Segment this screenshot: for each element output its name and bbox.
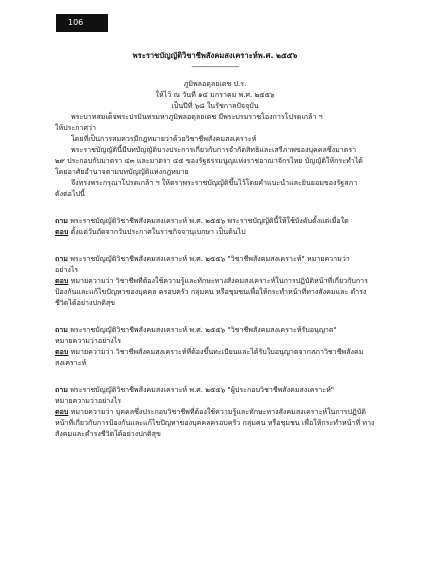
question-2 <box>55 253 375 264</box>
answer-label: ตอบ <box>55 347 69 356</box>
answer-text: ตั้งแต่วันถัดจากวันประกาศในราชกิจจานุเบกษา เป็นต้นไป <box>70 227 246 236</box>
page-number-badge: 106 <box>56 14 108 32</box>
answer-3 <box>55 346 375 357</box>
question-4-cont: หมายความว่าอย่างไร <box>55 396 122 405</box>
answer-text: หมายความว่า วิชาชีพสังคมสงเคราะห์ที่ต้องขึ้นทะเบียนและได้รับใบอนุญาตจากสภาวิชาชีพสังคม <box>70 347 364 356</box>
answer-text: หมายความว่า วิชาชีพที่ต้องใช้ความรู้และทักษะทางสังคมสงเคราะห์ในการปฏิบัติหน้าที่เกี่ยวกับการ <box>70 276 368 285</box>
question-2-cont: อย่างไร <box>55 265 79 274</box>
question-label: ถาม <box>55 254 68 263</box>
answer-4 <box>55 406 375 417</box>
question-label: ถาม <box>55 385 68 394</box>
answer-3-cont: สงเคราะห์ <box>55 358 87 367</box>
title-separator: ----------------------- <box>191 62 239 71</box>
question-text: พระราชบัญญัติวิชาชีพสังคมสงเคราะห์ พ.ศ. ๒๕๕๖ "วิชาชีพสังคมสงเคราะห์" หมายความว่า <box>70 254 350 263</box>
question-text: พระราชบัญญัติวิชาชีพสังคมสงเคราะห์ พ.ศ. ๒๕๕๖ "ผู้ประกอบวิชาชีพสังคมสงเคราะห์" <box>70 385 335 394</box>
answer-label: ตอบ <box>55 227 69 236</box>
preamble-line: ๒๙ ประกอบกับมาตรา ๔๓ และมาตรา ๔๕ ของรัฐธรรมนูญแห่งราชอาณาจักรไทย บัญญัติให้กระทำได้ <box>55 156 363 165</box>
answer-label: ตอบ <box>55 407 69 416</box>
answer-2 <box>55 275 375 286</box>
preamble-line: ดังต่อไปนี้ <box>55 189 85 198</box>
document-body <box>55 50 375 439</box>
question-text: พระราชบัญญัติวิชาชีพสังคมสงเคราะห์ พ.ศ. ๒๕๕๖ "วิชาชีพสังคมสงเคราะห์รับอนุญาต" <box>70 325 337 334</box>
question-1 <box>55 215 375 226</box>
answer-label: ตอบ <box>55 276 69 285</box>
answer-text: หมายความว่า บุคคลซึ่งประกอบวิชาชีพที่ต้องใช้ความรู้และทักษะทางสังคมสงเคราะห์ในการปฏิบัติ <box>70 407 366 416</box>
answer-2-cont: ป้องกันและแก้ไขปัญหาของบุคคล ครอบครัว กลุ่มคน หรือชุมชนเพื่อให้กระทำหน้าที่ทางสังคมและ ดำรงชีวิตได้อย่างปกติสุข <box>55 287 367 307</box>
preamble-line: ให้ประกาศว่า <box>55 123 97 132</box>
preamble-line: พระราชบัญญัตินี้มีบทบัญญัติบางประการเกี่ยวกับการจำกัดสิทธิและเสรีภาพของบุคคลซึ่งมาตรา <box>71 145 357 154</box>
preamble-line: พระบาทสมเด็จพระปรมินทรมหาภูมิพลอดุลยเดช มีพระบรมราชโองการโปรดเกล้า ฯ <box>71 112 323 121</box>
king-name: ภูมิพลอดุลยเดช ป.ร. <box>183 79 247 88</box>
preamble-line: จึงทรงพระกรุณาโปรดเกล้า ฯ ให้ตราพระราชบัญญัติขึ้นไว้โดยคำแนะนำและยินยอมของรัฐสภา <box>71 178 358 187</box>
document-title: พระราชบัญญัติวิชาชีพสังคมสงเคราะห์พ.ศ. ๒๕๕๖ <box>132 51 298 60</box>
reign-year: เป็นปีที่ ๖๘ ในรัชกาลปัจจุบัน <box>171 101 259 110</box>
question-label: ถาม <box>55 325 68 334</box>
answer-1 <box>55 226 375 237</box>
question-4 <box>55 384 375 395</box>
preamble-line: โดยอาศัยอำนาจตามบทบัญญัติแห่งกฎหมาย <box>55 167 189 176</box>
preamble-line: โดยที่เป็นการสมควรมีกฎหมายว่าด้วยวิชาชีพสังคมสงเคราะห์ <box>71 134 257 143</box>
answer-4-cont: หน้าที่เกี่ยวกับการป้องกันและแก้ไขปัญหาของบุคคลครอบครัว กลุ่มคน หรือชุมชน เพื่อให้กระทำหน้าที่ ทางสังคมและดำรงชีวิตได้อย่างปกติสุข <box>55 418 375 438</box>
question-3 <box>55 324 375 335</box>
question-3-cont: หมายความว่าอย่างไร <box>55 336 122 345</box>
given-date: ให้ไว้ ณ วันที่ ๑๔ มกราคม พ.ศ. ๒๕๕๖ <box>155 90 275 99</box>
question-text: พระราชบัญญัติวิชาชีพสังคมสงเคราะห์ พ.ศ. ๒๕๕๖ พระราชบัญญัตินี้ให้ใช้บังคับตั้งแต่เมื่อใด <box>70 216 349 225</box>
question-label: ถาม <box>55 216 68 225</box>
